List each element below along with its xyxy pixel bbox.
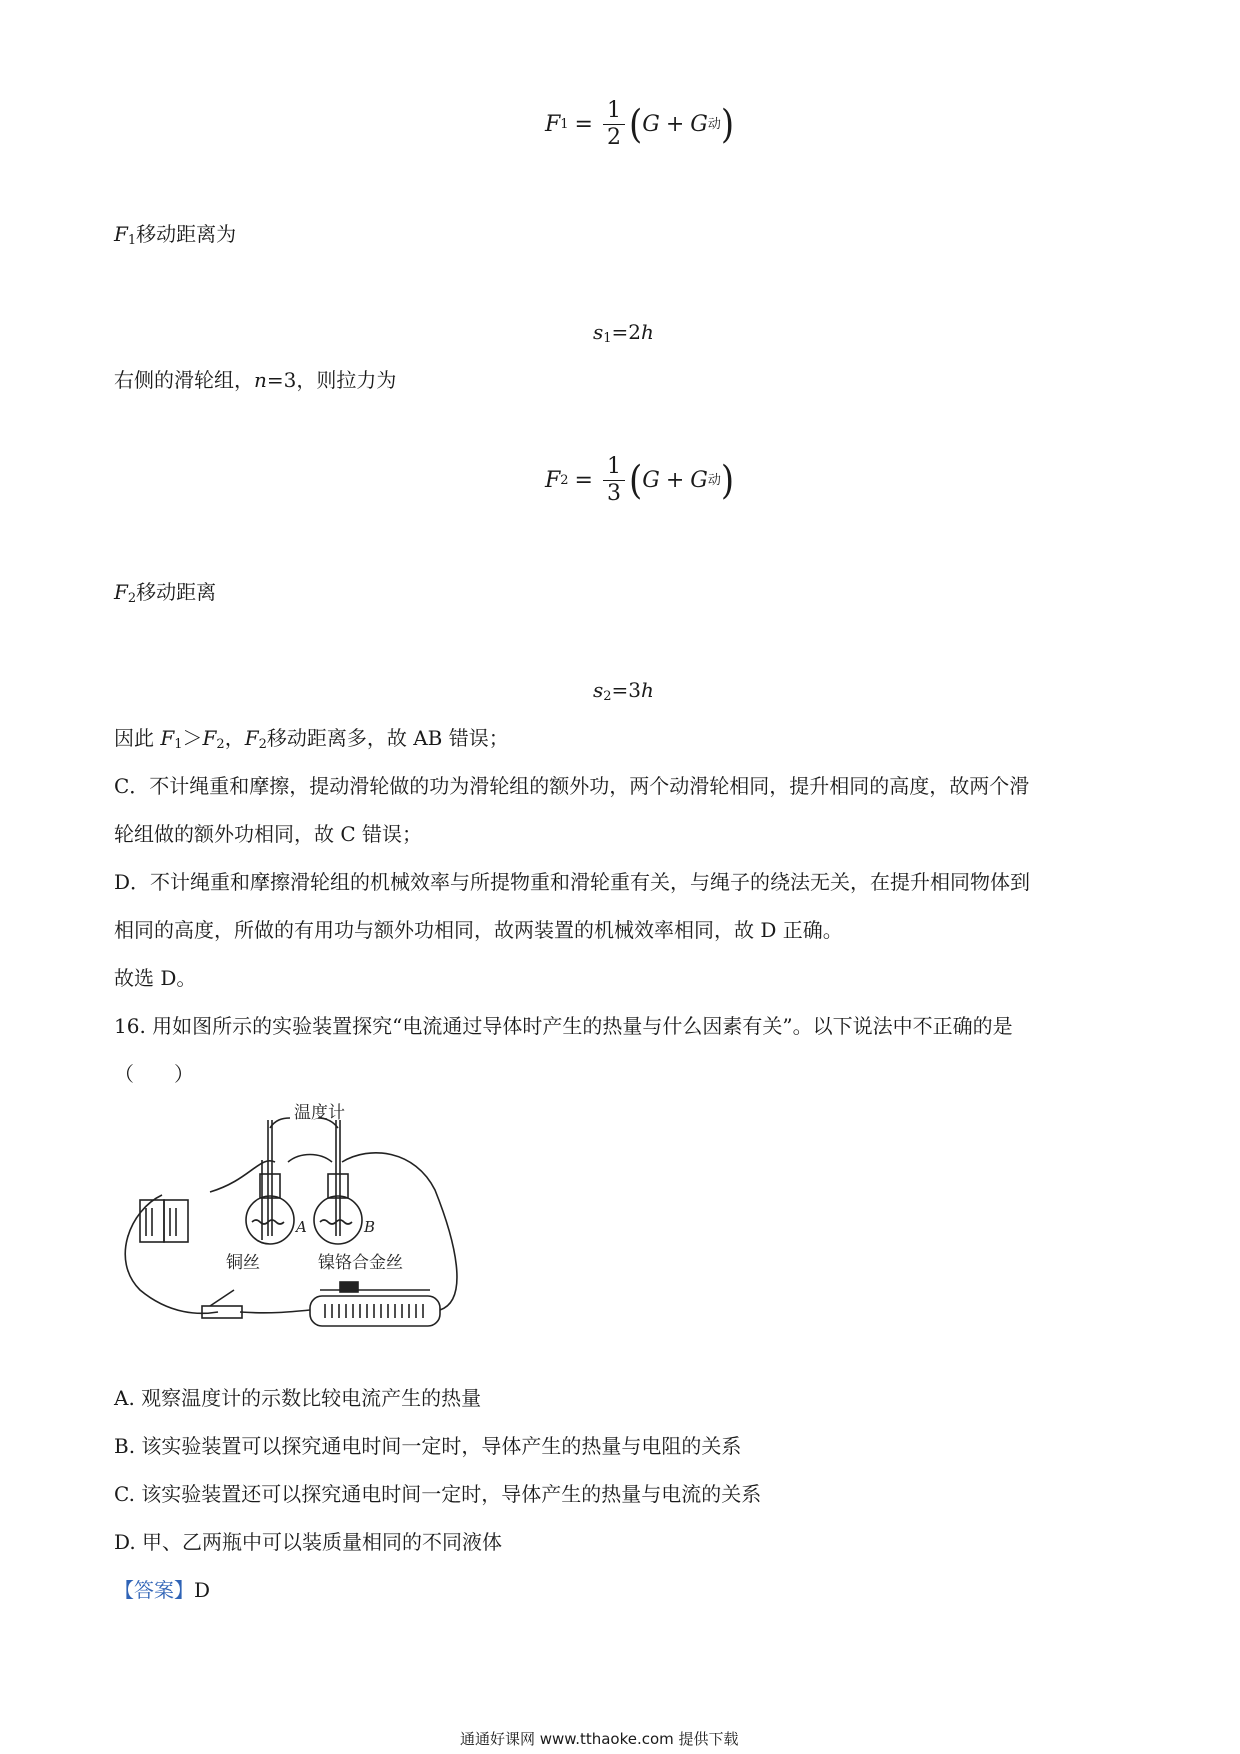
formula-f2: F 2 = $\frac{1}{3}$ ( G + G 动 ) xyxy=(545,454,735,506)
question-16-line1: 16. 用如图所示的实验装置探究“电流通过导体时产生的热量与什么因素有关”。以下说法中不正确的是 xyxy=(114,1014,1013,1038)
wire-flaskA-flaskB xyxy=(288,1155,332,1163)
formula-s2: $s_2=3h$ xyxy=(593,678,654,704)
f2-move-line: $F_2$移动距离 xyxy=(114,580,217,606)
switch-lever xyxy=(210,1290,234,1306)
para-d-line1: D．不计绳重和摩擦滑轮组的机械效率与所提物重和滑轮重有关，与绳子的绕法无关，在提升相同物体到 xyxy=(114,870,1031,894)
flask-b-neck xyxy=(328,1174,348,1198)
fraction: $\frac{1}{3}$ xyxy=(603,454,625,507)
nichrome-wire-label: 镍铬合金丝 xyxy=(318,1253,403,1273)
circuit-diagram xyxy=(110,1100,470,1360)
question-16-line2: （ ） xyxy=(114,1062,194,1086)
answer-tag: 【答案】 xyxy=(114,1578,194,1602)
para-d-line2: 相同的高度，所做的有用功与额外功相同，故两装置的机械效率相同，故 D 正确。 xyxy=(114,918,843,942)
rheostat-slider xyxy=(340,1282,358,1292)
flask-a-label: A xyxy=(296,1218,307,1236)
para-c-line1: C．不计绳重和摩擦，提动滑轮做的功为滑轮组的额外功，两个动滑轮相同，提升相同的高度，故两个滑 xyxy=(114,774,1030,798)
option-a: A. 观察温度计的示数比较电流产生的热量 xyxy=(114,1386,482,1410)
rheostat-body xyxy=(310,1296,440,1326)
choose-line: 故选 D。 xyxy=(114,966,197,990)
wire-battery-flaskA xyxy=(210,1161,275,1192)
right-group-line: 右侧的滑轮组，n=3，则拉力为 xyxy=(114,368,397,392)
therefore-line: 因此 $F_1>F_2$，$F_2$移动距离多，故 AB 错误； xyxy=(114,726,509,752)
answer-value: D xyxy=(194,1578,211,1602)
formula-f1: F 1 = $\frac{1}{2}$ ( G + G 动 ) xyxy=(545,98,735,150)
wire-switch-rheostat xyxy=(240,1310,310,1313)
flask-a-neck xyxy=(260,1174,280,1198)
page-footer: 通通好课网 www.tthaoke.com 提供下载 xyxy=(460,1730,739,1748)
thermometer-label: 温度计 xyxy=(294,1103,345,1123)
switch-base xyxy=(202,1306,242,1318)
fraction: $\frac{1}{2}$ xyxy=(603,98,625,151)
copper-wire-label: 铜丝 xyxy=(226,1253,260,1273)
wire-battery-switch xyxy=(125,1195,218,1313)
option-b: B. 该实验装置可以探究通电时间一定时，导体产生的热量与电阻的关系 xyxy=(114,1434,742,1458)
option-d: D. 甲、乙两瓶中可以装质量相同的不同液体 xyxy=(114,1530,503,1554)
flask-b-label: B xyxy=(364,1218,376,1236)
answer-line xyxy=(114,1576,210,1604)
option-c: C. 该实验装置还可以探究通电时间一定时，导体产生的热量与电流的关系 xyxy=(114,1482,762,1506)
para-c-line2: 轮组做的额外功相同，故 C 错误； xyxy=(114,822,423,846)
formula-s1: $s_1=2h$ xyxy=(593,320,654,346)
f1-move-line: $F_1$移动距离为 xyxy=(114,222,237,248)
formula-f1-lhs: F xyxy=(545,112,561,137)
experiment-figure xyxy=(110,1100,470,1360)
